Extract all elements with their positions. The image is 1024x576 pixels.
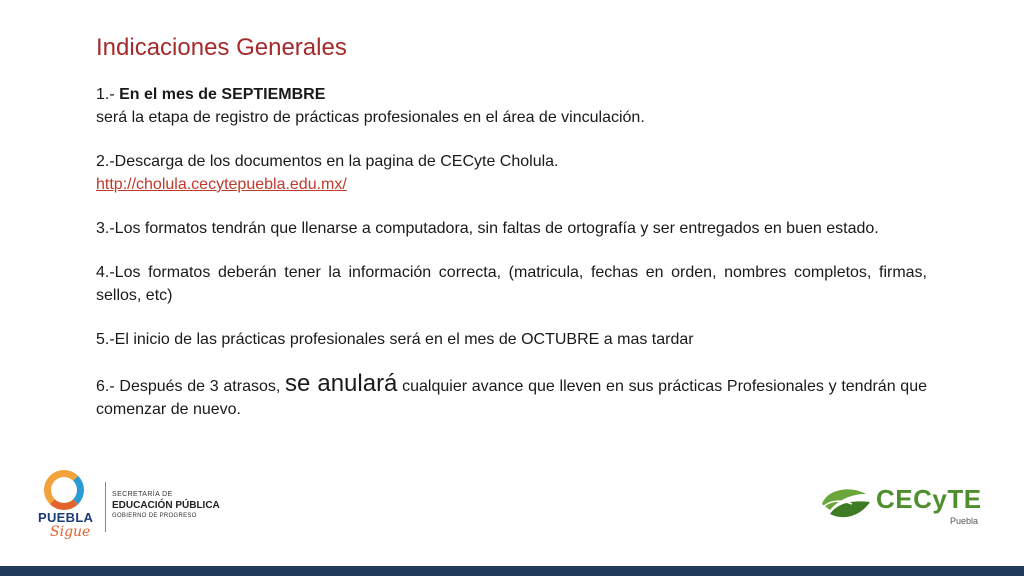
puebla-sep-logo [38, 468, 278, 548]
cecyte-leaf-icon [818, 484, 874, 524]
item-3: 3.-Los formatos tendrán que llenarse a computadora, sin faltas de ortografía y ser entregados en buen estado. [96, 220, 879, 237]
cecyte-logo [816, 478, 996, 538]
bottom-bar [0, 566, 1024, 576]
sep-line-2: EDUCACIÓN PÚBLICA [112, 500, 220, 511]
cecyte-wordmark: CECyTE [876, 484, 982, 514]
item-1-bold: En el mes de SEPTIEMBRE [119, 86, 326, 103]
logo-divider [105, 482, 106, 532]
item-6-text-b: cualquier avance que lleven en sus prácticas Profesionales y tendrán que comenzar de nuevo. [96, 378, 928, 418]
item-6 [96, 372, 927, 421]
cecyte-subtitle: Puebla [950, 516, 979, 526]
cholula-link[interactable]: http://cholula.cecytepuebla.edu.mx/ [96, 176, 347, 193]
sep-line-1: SECRETARÍA DE [112, 491, 173, 498]
puebla-wordmark: PUEBLA [38, 510, 94, 525]
item-1 [96, 83, 927, 129]
item-2-text: 2.-Descarga de los documentos en la pagina de CECyte Cholula. [96, 153, 559, 170]
puebla-ring-icon [44, 470, 84, 510]
sep-line-3: GOBIERNO DE PROGRESO [112, 513, 197, 519]
slide-title: Indicaciones Generales [96, 34, 347, 61]
item-6-text-a: 6.- Después de 3 atrasos, [96, 378, 286, 395]
slide-content [96, 33, 927, 421]
item-1-text: será la etapa de registro de prácticas profesionales en el área de vinculación. [96, 109, 645, 126]
sigue-wordmark: Sigue [50, 524, 91, 540]
item-6-emphasis: se anulará [285, 370, 398, 397]
item-4: 4.-Los formatos deberán tener la información correcta, (matricula, fechas en orden, nombres completos, firmas, sellos, etc) [96, 264, 927, 304]
item-1-prefix: 1.- [96, 86, 120, 103]
item-5: 5.-El inicio de las prácticas profesionales será en el mes de OCTUBRE a mas tardar [96, 331, 694, 348]
item-2 [96, 150, 927, 196]
